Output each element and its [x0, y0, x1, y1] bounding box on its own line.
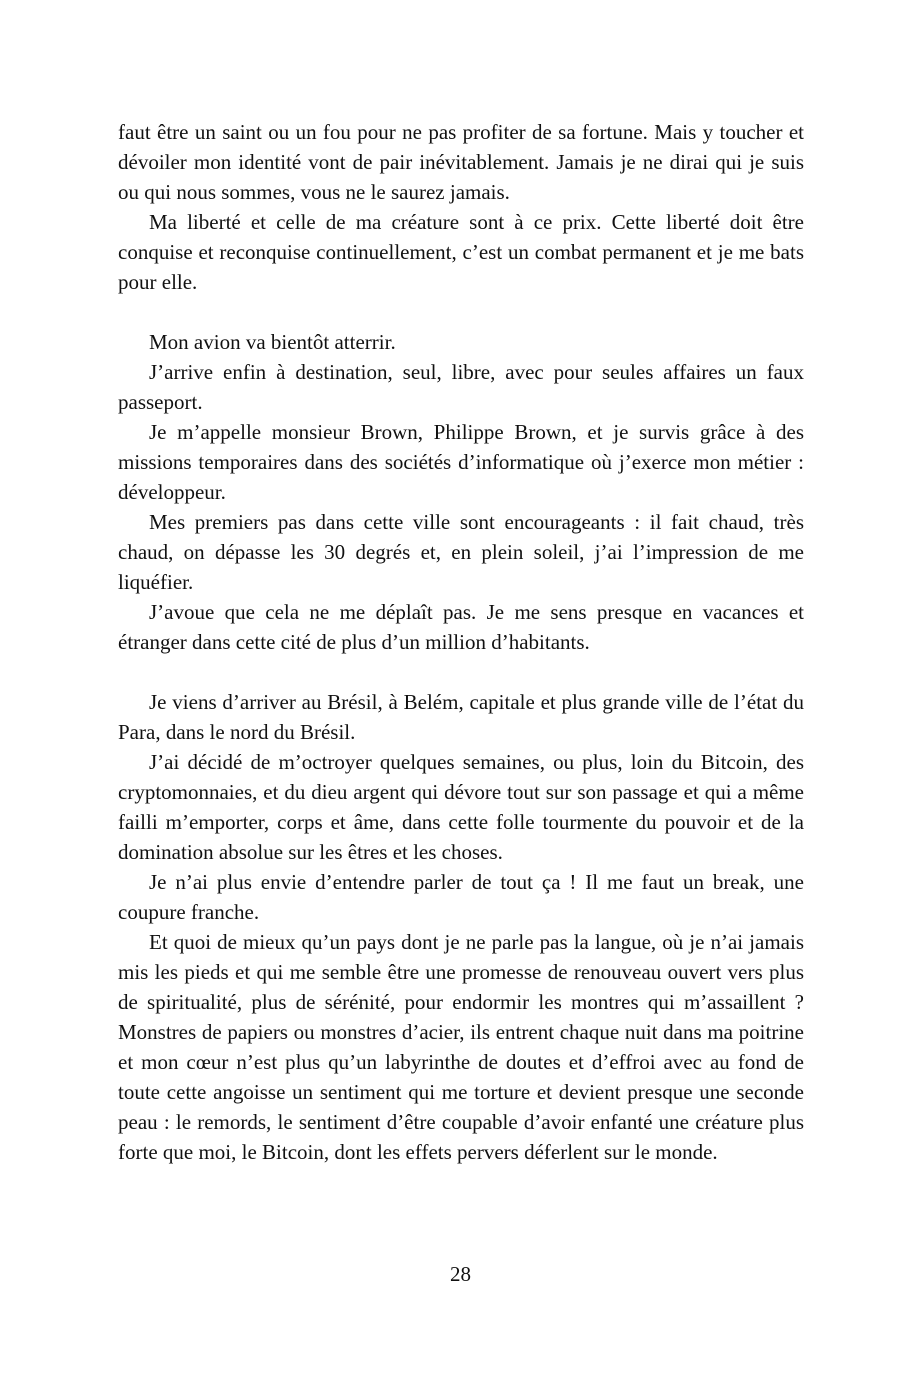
page-body: [118, 117, 804, 1167]
paragraph: J’ai décidé de m’octroyer quelques semaines, ou plus, loin du Bitcoin, des cryptomonnaies, et du dieu argent qui dévore tout sur son passage et qui a même failli m’emporter, corps et âme, dans cette folle tourmente du pouvoir et de la domination absolue sur les êtres et les choses.: [118, 750, 804, 864]
section-break: [118, 657, 804, 687]
paragraph: Mes premiers pas dans cette ville sont encourageants : il fait chaud, très chaud, on dépasse les 30 degrés et, en plein soleil, j’ai l’impression de me liquéfier.: [118, 510, 804, 594]
paragraph: Et quoi de mieux qu’un pays dont je ne parle pas la langue, où je n’ai jamais mis les pieds et qui me semble être une promesse de renouveau ouvert vers plus de spiritualité, plus de sérénité, pour endormir les montres qui m’assaillent ? Monstres de papiers ou monstres d’acier, ils entrent chaque nuit dans ma poitrine et mon cœur n’est plus qu’un labyrinthe de doutes et d’effroi avec au fond de toute cette angoisse un sentiment qui me torture et devient presque une seconde peau : le remords, le sentiment d’être coupable d’avoir enfanté une créature plus forte que moi, le Bitcoin, dont les effets pervers déferlent sur le monde.: [118, 930, 804, 1164]
paragraph: J’avoue que cela ne me déplaît pas. Je me sens presque en vacances et étranger dans cette cité de plus d’un million d’habitants.: [118, 600, 804, 654]
paragraph: Ma liberté et celle de ma créature sont à ce prix. Cette liberté doit être conquise et reconquise continuellement, c’est un combat permanent et je me bats pour elle.: [118, 210, 804, 294]
paragraph-continuation: faut être un saint ou un fou pour ne pas profiter de sa fortune. Mais y toucher et dévoiler mon identité vont de pair inévitablement. Jamais je ne dirai qui je suis ou qui nous sommes, vous ne le saurez jamais.: [118, 120, 804, 204]
paragraph: Je m’appelle monsieur Brown, Philippe Brown, et je survis grâce à des missions temporaires dans des sociétés d’informatique où j’exerce mon métier : développeur.: [118, 420, 804, 504]
paragraph: J’arrive enfin à destination, seul, libre, avec pour seules affaires un faux passeport.: [118, 360, 804, 414]
paragraph: Je viens d’arriver au Brésil, à Belém, capitale et plus grande ville de l’état du Para, dans le nord du Brésil.: [118, 690, 804, 744]
paragraph: Mon avion va bientôt atterrir.: [149, 330, 396, 354]
page-number: 28: [450, 1262, 471, 1286]
paragraph: Je n’ai plus envie d’entendre parler de tout ça ! Il me faut un break, une coupure franche.: [118, 870, 804, 924]
section-break: [118, 297, 804, 327]
